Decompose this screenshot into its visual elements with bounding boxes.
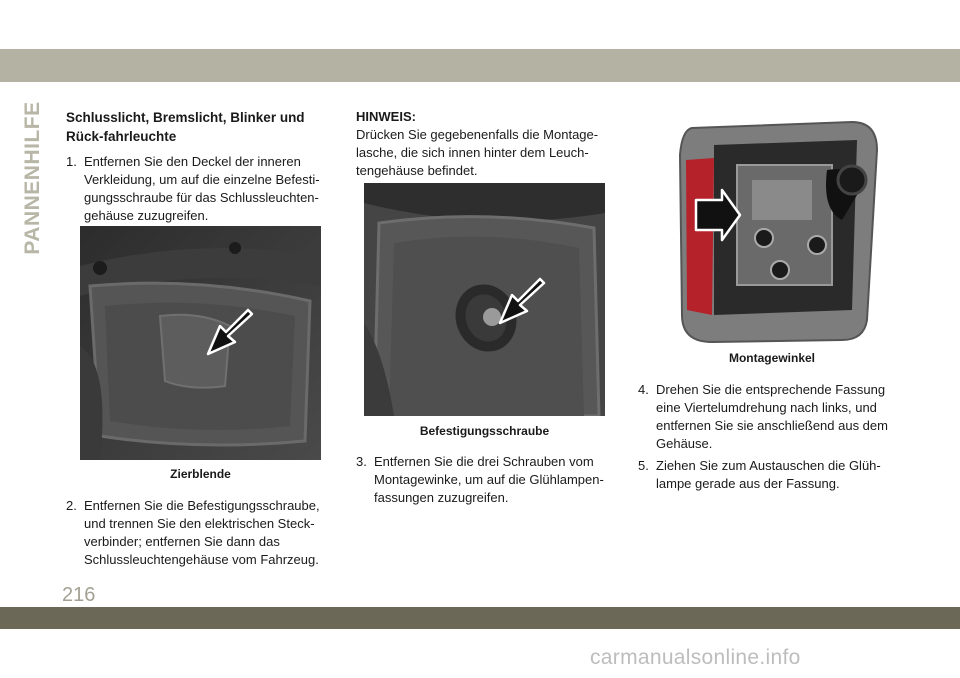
step-1: 1. Entfernen Sie den Deckel der inneren Verkleidung, um auf die einzelne Befesti-gungsschraube für das Schlussleuchten-gehäuse zuzugreifen. xyxy=(66,154,320,223)
column-1-lower xyxy=(66,497,334,569)
photo-caption: Montagewinkel xyxy=(728,351,815,365)
header-bar xyxy=(0,49,960,82)
step-4: 4. Drehen Sie die entsprechende Fassung eine Viertelumdrehung nach links, und entfernen Sie sie anschließend aus dem Gehäuse. xyxy=(638,382,888,451)
step-5: 5. Ziehen Sie zum Austauschen die Glüh-lampe gerade aus der Fassung. xyxy=(638,458,881,491)
trim-cover-illustration xyxy=(80,226,321,460)
note-title: HINWEIS: xyxy=(356,109,416,124)
step-2: 2. Entfernen Sie die Befestigungsschraube, und trennen Sie den elektrischen Steck-verbinder; entfernen Sie dann das Schlussleuchtengehäuse vom Fahrzeug. xyxy=(66,498,320,567)
photo-caption: Zierblende xyxy=(170,467,231,481)
step-3: 3. Entfernen Sie die drei Schrauben vom Montagewinke, um auf die Glühlampen-fassungen zuzugreifen. xyxy=(356,454,604,505)
page-number: 216 xyxy=(62,584,96,606)
photo-mounting-screw xyxy=(364,183,605,416)
column-2 xyxy=(356,108,618,180)
column-3 xyxy=(638,381,906,493)
mounting-screw-illustration xyxy=(364,183,605,416)
section-heading: Schlusslicht, Bremslicht, Blinker und Rück-fahrleuchte xyxy=(66,110,305,144)
photo-mounting-bracket xyxy=(652,110,892,343)
note-text: Drücken Sie gegebenenfalls die Montage-lasche, die sich innen hinter dem Leuch-tengehäuse befindet. xyxy=(356,127,599,178)
photo-caption: Befestigungsschraube xyxy=(419,424,550,438)
mounting-bracket-illustration xyxy=(652,110,892,343)
watermark: carmanualsonline.info xyxy=(590,646,801,669)
footer-bar xyxy=(0,607,960,629)
column-2-lower xyxy=(356,453,618,507)
column-1 xyxy=(66,108,334,225)
photo-trim-cover xyxy=(80,226,321,460)
section-side-title: PANNENHILFE xyxy=(21,101,44,255)
